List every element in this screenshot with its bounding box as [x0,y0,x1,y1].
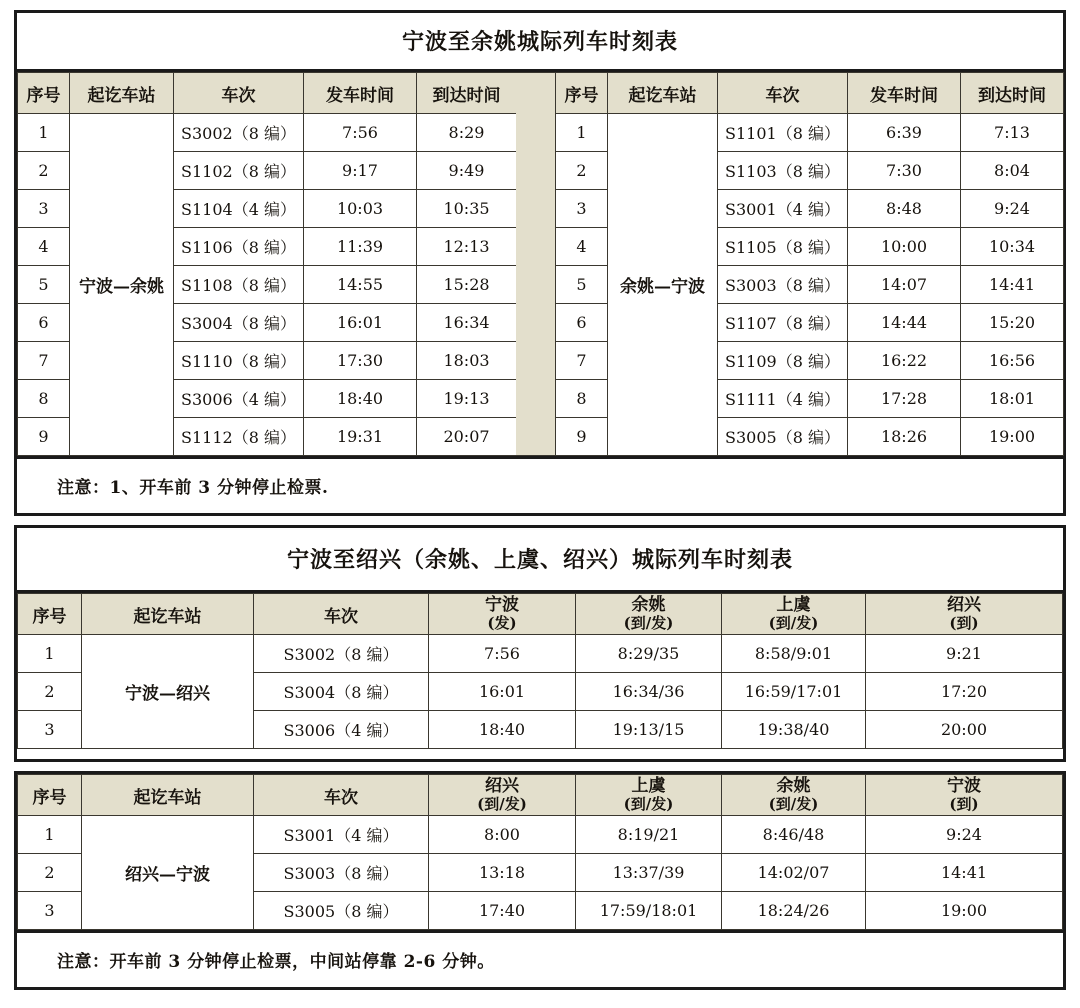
cell-depart: 10:00 [848,228,961,266]
cell-train: S1106（8 编） [174,228,304,266]
cell-seq: 3 [18,892,82,930]
cell-train: S1112（8 编） [174,418,304,456]
cell-depart: 17:30 [304,342,417,380]
table-header-row [18,775,1063,816]
cell-depart: 11:39 [304,228,417,266]
cell-train: S3001（4 编） [718,190,848,228]
col-header-5 [722,775,866,816]
cell-seq: 4 [556,228,608,266]
col-header-station-mode: (到/发) [477,795,527,814]
cell-seq: 2 [18,854,82,892]
cell-arrive: 19:00 [961,418,1064,456]
cell-depart: 10:03 [304,190,417,228]
cell-train: S1108（8 编） [174,266,304,304]
col-header-seq: 序号 [18,73,70,114]
cell-depart: 6:39 [848,114,961,152]
cell-seq: 3 [556,190,608,228]
cell-arrive: 14:41 [961,266,1064,304]
cell-seq: 7 [18,342,70,380]
cell-seq: 9 [18,418,70,456]
cell-depart: 14:07 [848,266,961,304]
cell-arrive: 8:04 [961,152,1064,190]
cell-stop-1: 18:40 [429,711,576,749]
col-header-station-mode: (到/发) [623,614,674,633]
col-header-station-mode: (发) [487,614,517,633]
cell-seq: 1 [18,635,82,673]
cell-depart: 18:40 [304,380,417,418]
col-header-station-mode: (到/发) [623,795,674,814]
cell-stop-4: 9:21 [866,635,1063,673]
cell-depart: 8:48 [848,190,961,228]
cell-seq: 2 [556,152,608,190]
col-header-3 [429,594,576,635]
block1-left-table [17,72,517,456]
cell-depart: 19:31 [304,418,417,456]
table-row [556,114,1064,152]
cell-arrive: 16:56 [961,342,1064,380]
col-header-station: 起讫车站 [70,73,174,114]
cell-train: S3005（8 编） [254,892,429,930]
col-header-station: 起讫车站 [608,73,718,114]
cell-arrive: 10:34 [961,228,1064,266]
cell-seq: 3 [18,190,70,228]
cell-station: 绍兴—宁波 [82,816,254,930]
cell-train: S1107（8 编） [718,304,848,342]
block1-dual-tables [17,72,1063,456]
cell-depart: 14:55 [304,266,417,304]
cell-seq: 9 [556,418,608,456]
block2-bottom-pad [17,749,1063,759]
cell-seq: 2 [18,152,70,190]
cell-stop-2: 13:37/39 [576,854,722,892]
cell-stop-4: 19:00 [866,892,1063,930]
block1-title: 宁波至余姚城际列车时刻表 [17,13,1063,72]
col-header-depart: 发车时间 [304,73,417,114]
cell-stop-4: 17:20 [866,673,1063,711]
shaoxing-ningbo-block [14,771,1066,990]
cell-train: S3003（8 编） [254,854,429,892]
cell-arrive: 16:34 [417,304,517,342]
cell-arrive: 18:01 [961,380,1064,418]
cell-station: 宁波—绍兴 [82,635,254,749]
col-header-station-name: 宁波 [485,594,519,615]
cell-train: S3003（8 编） [718,266,848,304]
cell-train: S3001（4 编） [254,816,429,854]
col-header-0: 序号 [18,594,82,635]
cell-seq: 7 [556,342,608,380]
cell-stop-4: 20:00 [866,711,1063,749]
col-header-station-mode: (到/发) [768,795,819,814]
block3-note: 注意：开车前 3 分钟停止检票，中间站停靠 2-6 分钟。 [17,930,1063,987]
cell-stop-4: 9:24 [866,816,1063,854]
cell-seq: 2 [18,673,82,711]
cell-stop-2: 8:29/35 [576,635,722,673]
col-header-5 [722,594,866,635]
cell-stop-2: 8:19/21 [576,816,722,854]
col-header-1: 起讫车站 [82,594,254,635]
cell-depart: 7:56 [304,114,417,152]
col-header-station-name: 宁波 [947,775,981,796]
table-row [18,635,1063,673]
block2-table [17,593,1063,749]
cell-train: S1109（8 编） [718,342,848,380]
cell-depart: 16:22 [848,342,961,380]
cell-train: S1110（8 编） [174,342,304,380]
cell-arrive: 7:13 [961,114,1064,152]
cell-arrive: 20:07 [417,418,517,456]
cell-arrive: 10:35 [417,190,517,228]
col-header-station-name: 上虞 [631,775,666,796]
col-header-station-name: 余姚 [776,775,811,796]
block1-left-table-wrap [17,72,516,456]
cell-arrive: 15:28 [417,266,517,304]
block1-right-table [555,72,1064,456]
cell-train: S1104（4 编） [174,190,304,228]
col-header-station-mode: (到) [949,614,979,633]
cell-stop-3: 19:38/40 [722,711,866,749]
table-row [18,114,517,152]
cell-seq: 1 [18,114,70,152]
col-header-arrive: 到达时间 [417,73,517,114]
cell-train: S3004（8 编） [174,304,304,342]
cell-stop-2: 19:13/15 [576,711,722,749]
cell-train: S1111（4 编） [718,380,848,418]
cell-seq: 5 [556,266,608,304]
cell-station: 宁波—余姚 [70,114,174,456]
cell-train: S1102（8 编） [174,152,304,190]
cell-seq: 1 [556,114,608,152]
cell-train: S1101（8 编） [718,114,848,152]
cell-stop-4: 14:41 [866,854,1063,892]
block2-title: 宁波至绍兴（余姚、上虞、绍兴）城际列车时刻表 [17,528,1063,593]
col-header-arrive: 到达时间 [961,73,1064,114]
center-spacer-column [516,72,555,456]
cell-train: S1105（8 编） [718,228,848,266]
col-header-station-mode: (到) [949,795,979,814]
table-header-row [18,594,1063,635]
block3-table [17,774,1063,930]
col-header-station-name: 上虞 [776,594,811,615]
col-header-1: 起讫车站 [82,775,254,816]
cell-arrive: 18:03 [417,342,517,380]
col-header-0: 序号 [18,775,82,816]
cell-train: S3002（8 编） [174,114,304,152]
cell-depart: 9:17 [304,152,417,190]
cell-stop-3: 16:59/17:01 [722,673,866,711]
col-header-station-name: 绍兴 [485,775,519,796]
block1-right-table-wrap [555,72,1063,456]
col-header-train: 车次 [174,73,304,114]
cell-train: S3006（4 编） [174,380,304,418]
cell-stop-3: 8:58/9:01 [722,635,866,673]
cell-arrive: 9:24 [961,190,1064,228]
col-header-station-mode: (到/发) [768,614,819,633]
cell-train: S3004（8 编） [254,673,429,711]
col-header-2: 车次 [254,594,429,635]
cell-stop-1: 13:18 [429,854,576,892]
col-header-4 [576,775,722,816]
cell-stop-1: 7:56 [429,635,576,673]
col-header-6 [866,775,1063,816]
cell-train: S3006（4 编） [254,711,429,749]
cell-seq: 8 [18,380,70,418]
col-header-4 [576,594,722,635]
table-row [18,816,1063,854]
cell-stop-3: 8:46/48 [722,816,866,854]
cell-stop-3: 18:24/26 [722,892,866,930]
cell-seq: 6 [18,304,70,342]
cell-arrive: 15:20 [961,304,1064,342]
cell-seq: 4 [18,228,70,266]
block1-note: 注意：1、开车前 3 分钟停止检票. [17,456,1063,513]
ningbo-yuyao-block [14,10,1066,516]
cell-seq: 6 [556,304,608,342]
cell-stop-2: 17:59/18:01 [576,892,722,930]
col-header-2: 车次 [254,775,429,816]
cell-seq: 3 [18,711,82,749]
col-header-station-name: 绍兴 [947,594,981,615]
cell-stop-1: 8:00 [429,816,576,854]
cell-depart: 18:26 [848,418,961,456]
cell-station: 余姚—宁波 [608,114,718,456]
cell-depart: 14:44 [848,304,961,342]
col-header-depart: 发车时间 [848,73,961,114]
cell-arrive: 19:13 [417,380,517,418]
cell-seq: 1 [18,816,82,854]
cell-arrive: 12:13 [417,228,517,266]
cell-train: S3005（8 编） [718,418,848,456]
cell-train: S1103（8 编） [718,152,848,190]
cell-stop-1: 17:40 [429,892,576,930]
cell-depart: 17:28 [848,380,961,418]
cell-train: S3002（8 编） [254,635,429,673]
table-header-row [556,73,1064,114]
cell-seq: 8 [556,380,608,418]
col-header-6 [866,594,1063,635]
cell-depart: 16:01 [304,304,417,342]
cell-depart: 7:30 [848,152,961,190]
table-header-row [18,73,517,114]
cell-arrive: 8:29 [417,114,517,152]
cell-stop-2: 16:34/36 [576,673,722,711]
col-header-3 [429,775,576,816]
cell-seq: 5 [18,266,70,304]
cell-stop-3: 14:02/07 [722,854,866,892]
cell-stop-1: 16:01 [429,673,576,711]
col-header-train: 车次 [718,73,848,114]
col-header-seq: 序号 [556,73,608,114]
ningbo-shaoxing-block [14,525,1066,762]
col-header-station-name: 余姚 [631,594,666,615]
cell-arrive: 9:49 [417,152,517,190]
